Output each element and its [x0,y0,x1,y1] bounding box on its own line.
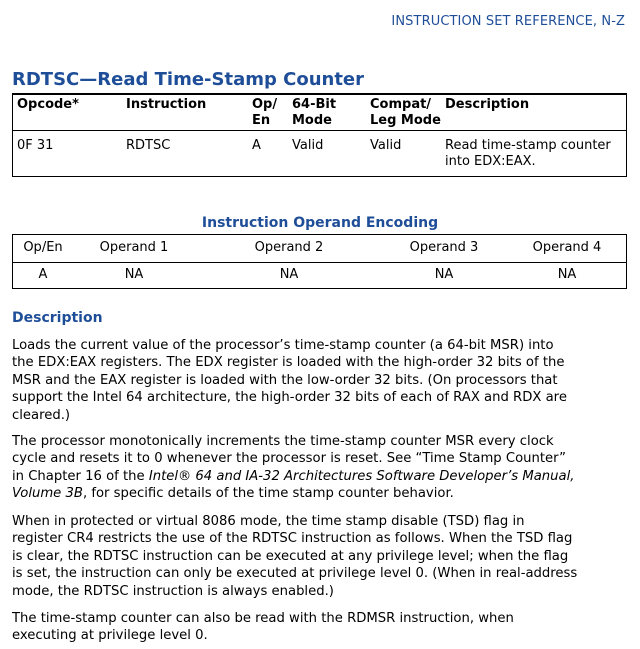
description-paragraph-1 [12,337,627,424]
cell-description-line2: into EDX:EAX. [445,154,536,169]
p2-text: , for specific details of the time stamp counter behavior. [82,486,454,502]
header-mode64-line1: 64-Bit [292,97,337,112]
enc-value-operand4: NA [557,267,577,282]
description-paragraph-2 [12,433,627,503]
p2-line: cycle and resets it to 0 whenever the processor is reset. See “Time Stamp Counter” [12,451,566,467]
enc-value-open: A [38,267,48,282]
enc-value-operand3: NA [434,267,454,282]
p2-line [12,468,627,485]
opcode-table [12,93,627,177]
header-opcode: Opcode* [17,97,79,112]
enc-header-operand2: Operand 2 [254,240,324,255]
running-header: INSTRUCTION SET REFERENCE, N-Z [391,14,625,29]
p4-line: The time-stamp counter can also be read with the RDMSR instruction, when [12,611,514,626]
enc-value-operand2: NA [279,267,299,282]
enc-header-operand1: Operand 1 [99,240,169,255]
cell-instruction: RDTSC [126,138,171,153]
header-mode64-line2: Mode [292,113,332,128]
p2-text: in Chapter 16 of the [12,468,149,484]
p1-line: cleared.) [12,407,71,423]
cell-mode64: Valid [292,138,324,153]
enc-header-open: Op/En [23,240,63,255]
section-title: RDTSC—Read Time-Stamp Counter [12,69,365,90]
header-description: Description [445,97,530,112]
enc-header-operand3: Operand 3 [409,240,479,255]
enc-row-divider [13,262,626,263]
p3-line: is clear, the RDTSC instruction can be executed at any privilege level; when the flag [12,548,569,564]
enc-header-operand4: Operand 4 [532,240,602,255]
p3-line: register CR4 restricts the use of the RDTSC instruction as follows. When the TSD flag [12,531,573,547]
header-instruction: Instruction [126,97,207,112]
p1-line: the EDX:EAX registers. The EDX register is loaded with the high-order 32 bits of the [12,355,565,371]
description-heading: Description [12,310,103,326]
p2-line [12,485,627,502]
header-open-line1: Op/ [252,97,278,112]
cell-opcode: 0F 31 [17,138,54,153]
p1-line: Loads the current value of the processor’s time-stamp counter (a 64-bit MSR) into [12,338,554,353]
p2-line: The processor monotonically increments the time-stamp counter MSR every clock [12,434,554,449]
cell-description-line1: Read time-stamp counter [445,138,611,153]
volume-italic: Volume 3B [12,486,83,502]
p3-line: mode, the RDTSC instruction is always enabled.) [12,583,334,599]
p3-line: is set, the instruction can only be executed at privilege level 0. (When in real-address [12,566,578,582]
header-compat-line2: Leg Mode [370,113,441,128]
description-paragraph-3 [12,513,627,600]
p1-line: MSR and the EAX register is loaded with the low-order 32 bits. (On processors that [12,372,558,388]
p3-line: When in protected or virtual 8086 mode, the time stamp disable (TSD) flag in [12,514,525,529]
header-compat-line1: Compat/ [370,97,432,112]
description-paragraph-4 [12,610,627,645]
header-open-line2: En [252,113,271,128]
operand-encoding-title: Instruction Operand Encoding [201,215,439,231]
enc-value-operand1: NA [124,267,144,282]
cell-compat: Valid [370,138,402,153]
p4-line: executing at privilege level 0. [12,628,208,644]
cell-open: A [252,138,261,153]
manual-title-italic: Intel® 64 and IA-32 Architectures Software Developer’s Manual, [148,468,575,484]
operand-encoding-table [12,234,627,289]
header-divider [13,130,626,131]
p1-line: support the Intel 64 architecture, the high-order 32 bits of each of RAX and RDX are [12,390,567,406]
